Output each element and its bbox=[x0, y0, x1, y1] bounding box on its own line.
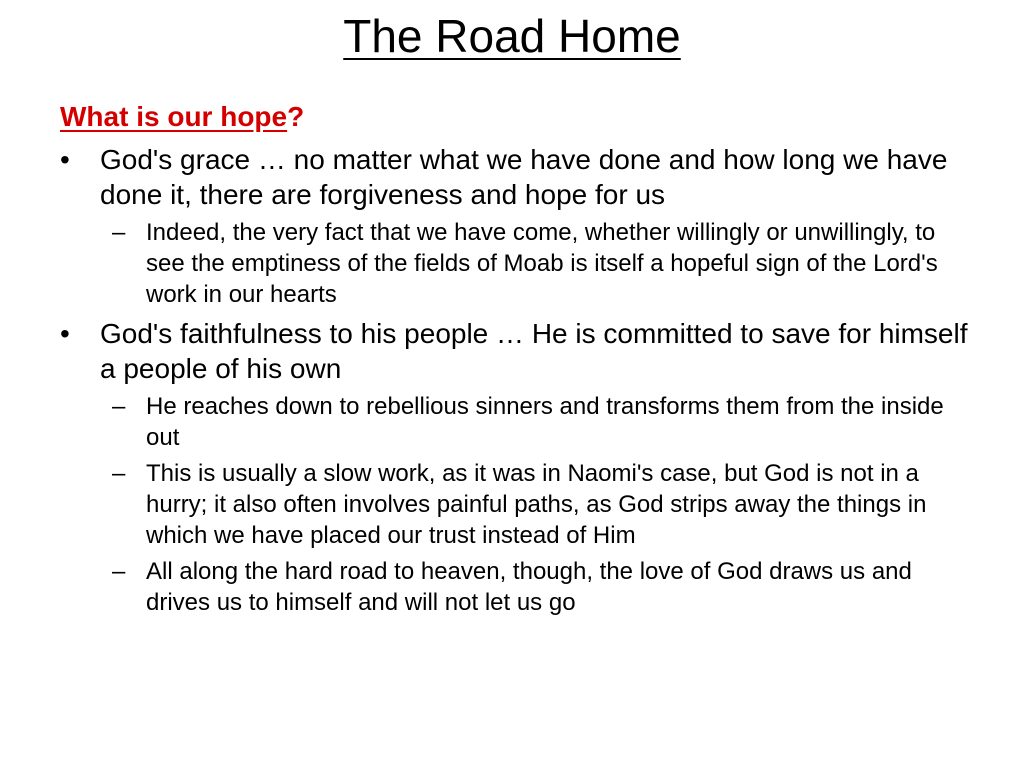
slide-content bbox=[60, 100, 980, 618]
sub-bullet-item bbox=[60, 458, 980, 551]
bullet-glyph: • bbox=[60, 144, 70, 175]
sub-bullet-item bbox=[60, 391, 980, 453]
sub-bullet-item bbox=[60, 217, 980, 310]
sub-bullet-text: Indeed, the very fact that we have come, whether willingly or unwillingly, to see the emptiness of the fields of Moab is itself a hopeful sign of the Lord's work in our hearts bbox=[146, 219, 938, 308]
section-heading bbox=[60, 100, 980, 134]
dash-glyph: – bbox=[112, 219, 126, 246]
sub-bullet-text: This is usually a slow work, as it was in Naomi's case, but God is not in a hurry; it also often involves painful paths, as God strips away the things in which we have placed our trust instead of Him bbox=[146, 460, 927, 549]
slide-title-text: The Road Home bbox=[343, 10, 681, 62]
sub-bullet-item bbox=[60, 556, 980, 618]
bullet-item bbox=[60, 316, 980, 386]
bullet-glyph: • bbox=[60, 318, 70, 349]
dash-glyph: – bbox=[112, 558, 126, 585]
bullet-text: God's grace … no matter what we have done and how long we have done it, there are forgiveness and hope for us bbox=[100, 144, 948, 210]
bullet-text: God's faithfulness to his people … He is committed to save for himself a people of his own bbox=[100, 318, 968, 384]
bullet-item bbox=[60, 142, 980, 212]
sub-bullet-text: He reaches down to rebellious sinners and transforms them from the inside out bbox=[146, 393, 944, 451]
section-heading-text: What is our hope bbox=[60, 101, 288, 132]
sub-bullet-text: All along the hard road to heaven, though, the love of God draws us and drives us to himself and will not let us go bbox=[146, 558, 912, 616]
dash-glyph: – bbox=[112, 460, 126, 487]
dash-glyph: – bbox=[112, 393, 126, 420]
section-heading-punct: ? bbox=[287, 101, 305, 132]
slide-title bbox=[0, 8, 1024, 64]
